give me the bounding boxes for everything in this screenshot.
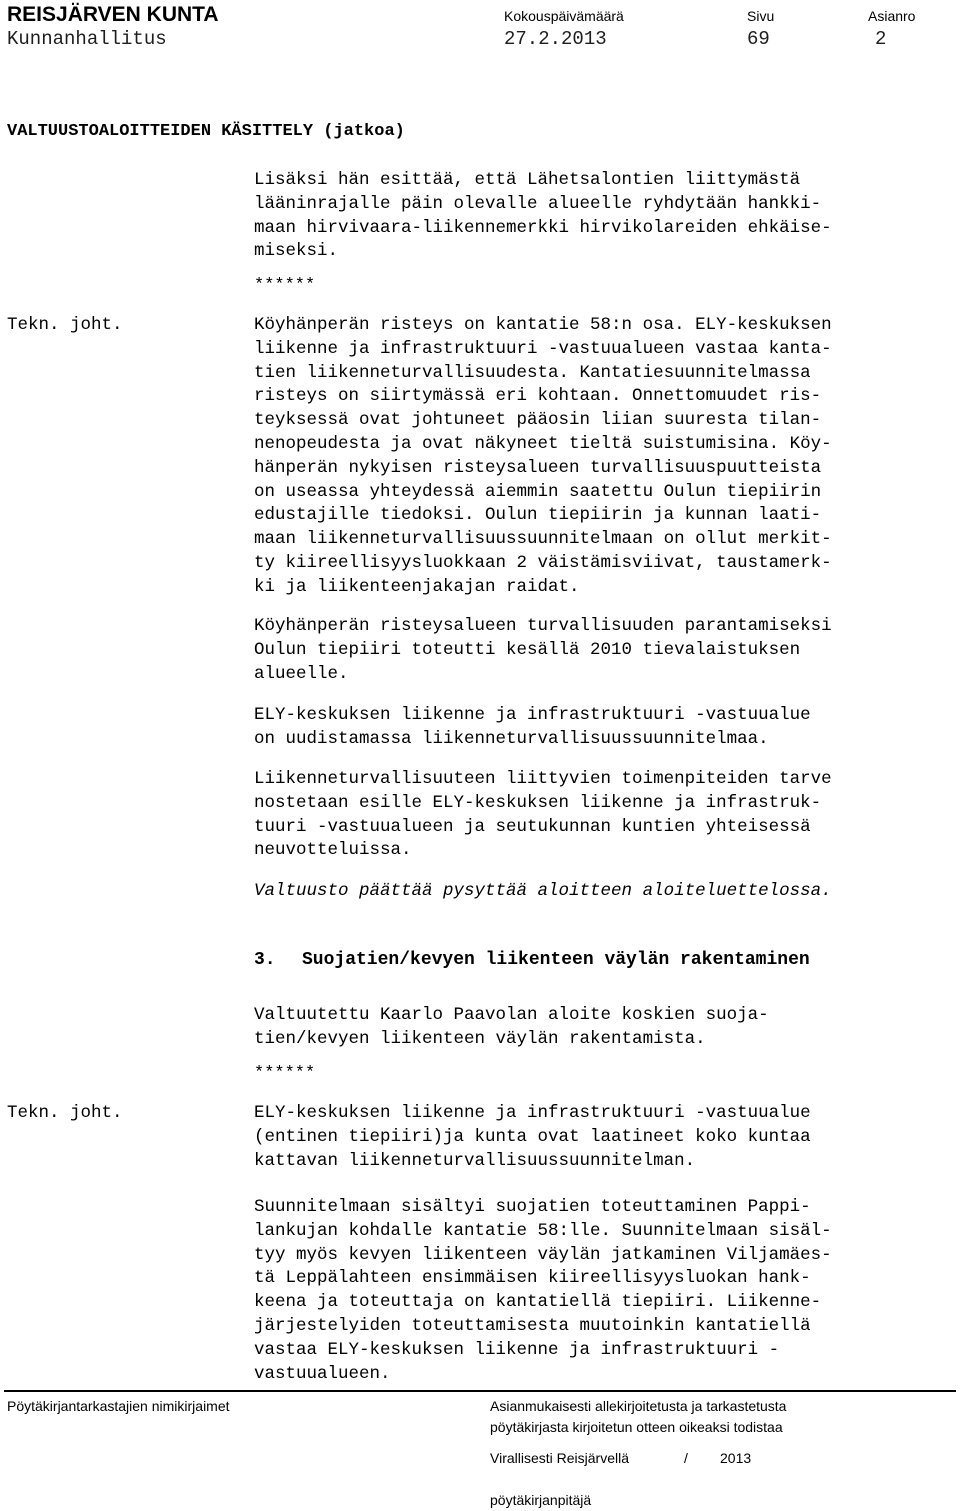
item-number: 3. (254, 950, 276, 970)
text-line: Köyhänperän risteysalueen turvallisuuden parantamiseksi (254, 616, 832, 636)
text-line: vastuualueen. (254, 1363, 391, 1384)
text-line: ELY-keskuksen liikenne ja infrastruktuuri -vastuualue (254, 705, 811, 725)
text-line: kattavan liikenneturvallisuussuunnitelman. (254, 1150, 696, 1171)
text-line: teyksessä ovat johtuneet pääosin liian suuresta tilan- (254, 410, 822, 431)
text-line: Suunnitelmaan sisältyi suojatien toteuttaminen Pappi- (254, 1197, 811, 1217)
text-line: lääninrajalle päin olevalle alueelle ryhdytään hankki- (254, 193, 822, 214)
page-number: 69 (747, 28, 770, 50)
initials-label: Pöytäkirjantarkastajien nimikirjaimet (7, 1398, 230, 1414)
text-line: miseksi. (254, 241, 339, 262)
case-number: 2 (875, 28, 887, 50)
certification-line-2: pöytäkirjasta kirjoitetun otteen oikeaksi todistaa (490, 1419, 783, 1435)
paragraph-negotiations (254, 768, 954, 863)
section-title: VALTUUSTOALOITTEIDEN KÄSITTELY (jatkoa) (7, 122, 405, 141)
text-line: liikenne ja infrastruktuuri -vastuualueen vastaa kanta- (254, 338, 832, 359)
paragraph-safety-plan (254, 1102, 954, 1173)
text-line: tä Leppälahteen ensimmäisen kiireellisyysluokan hank- (254, 1268, 811, 1289)
text-line: tien liikenneturvallisuudesta. Kantatiesuunnitelmassa (254, 362, 811, 383)
separator-stars: ****** (254, 276, 316, 295)
official-place: Virallisesti Reisjärvellä (490, 1450, 630, 1466)
text-line: Valtuusto päättää pysyttää aloitteen aloiteluettelossa. (254, 881, 832, 901)
text-line: vastaa ELY-keskuksen liikenne ja infrastruktuuri - (254, 1339, 780, 1360)
text-line: keena ja toteuttaja on kantatiellä tiepiiri. Liikenne- (254, 1292, 822, 1313)
page-label: Sivu (747, 8, 775, 24)
text-line: maan hirvivaara-liikennemerkki hirvikolareiden ehkäise- (254, 217, 832, 238)
text-line: järjestelyiden toteuttamisesta muutoinkin kantatiellä (254, 1315, 811, 1336)
secretary-label: pöytäkirjanpitäjä (490, 1492, 592, 1508)
organization-name: REISJÄRVEN KUNTA (7, 3, 219, 26)
paragraph-lighting (254, 615, 954, 686)
separator-stars: ****** (254, 1064, 316, 1083)
case-label: Asianro (868, 8, 916, 24)
text-line: Liikenneturvallisuuteen liittyvien toimenpiteiden tarve (254, 769, 832, 789)
paragraph-safety-plan-update (254, 704, 954, 752)
meeting-body: Kunnanhallitus (7, 28, 167, 50)
text-line: ELY-keskuksen liikenne ja infrastruktuuri -vastuualue (254, 1103, 811, 1123)
text-line: alueelle. (254, 663, 349, 684)
text-line: Köyhänperän risteys on kantatie 58:n osa. ELY-keskuksen (254, 315, 832, 335)
text-line: ki ja liikenteenjakajan raidat. (254, 576, 580, 597)
text-line: ty kiireellisyysluokkaan 2 väistämisviivat, taustamerk- (254, 552, 832, 573)
paragraph-technical-statement (254, 314, 954, 600)
text-line: on uudistamassa liikenneturvallisuussuunnitelmaa. (254, 728, 769, 749)
margin-label-technical-director: Tekn. joht. (7, 315, 123, 335)
date-label: Kokouspäivämäärä (504, 8, 624, 24)
text-line: neuvotteluissa. (254, 840, 412, 861)
text-line: nostetaan esille ELY-keskuksen liikenne ja infrastruk- (254, 792, 822, 813)
certification-year: 2013 (720, 1450, 752, 1466)
paragraph-plan-contents (254, 1196, 954, 1386)
text-line: tuuri -vastuualueen ja seutukunnan kuntien yhteisessä (254, 816, 811, 837)
text-line: tien/kevyen liikenteen väylän rakentamista. (254, 1028, 706, 1049)
item-title: Suojatien/kevyen liikenteen väylän rakentaminen (302, 950, 810, 970)
text-line: Lisäksi hän esittää, että Lähetsalontien liittymästä (254, 170, 801, 190)
margin-label-technical-director: Tekn. joht. (7, 1103, 123, 1123)
text-line: (entinen tiepiiri)ja kunta ovat laatineet koko kuntaa (254, 1126, 811, 1147)
text-line: tyy myös kevyen liikenteen väylän jatkaminen Viljamäes- (254, 1244, 832, 1265)
decision-text (254, 880, 954, 904)
text-line: risteys on siirtymässä eri kohtaan. Onnettomuudet ris- (254, 386, 822, 407)
text-line: nenopeudesta ja ovat näkyneet tieltä suistumisina. Köy- (254, 433, 832, 454)
text-line: lankujan kohdalle kantatie 58:lle. Suunnitelmaan sisäl- (254, 1220, 832, 1241)
meeting-date: 27.2.2013 (504, 28, 607, 50)
text-line: Oulun tiepiiri toteutti kesällä 2010 tievalaistuksen (254, 639, 801, 660)
paragraph-proposal (254, 169, 954, 264)
text-line: on useassa yhteydessä aiemmin saatettu Oulun tiepiirin (254, 481, 822, 502)
footer-divider (4, 1390, 956, 1392)
paragraph-initiative (254, 1004, 954, 1052)
text-line: Valtuutettu Kaarlo Paavolan aloite koskien suoja- (254, 1005, 769, 1025)
text-line: hänperän nykyisen risteysalueen turvallisuuspuutteista (254, 457, 822, 478)
text-line: edustajille tiedoksi. Oulun tiepiirin ja kunnan laati- (254, 505, 822, 526)
certification-line-1: Asianmukaisesti allekirjoitetusta ja tarkastetusta (490, 1398, 787, 1414)
date-slash: / (684, 1450, 688, 1466)
text-line: maan liikenneturvallisuussuunnitelmaan on ollut merkit- (254, 529, 832, 550)
